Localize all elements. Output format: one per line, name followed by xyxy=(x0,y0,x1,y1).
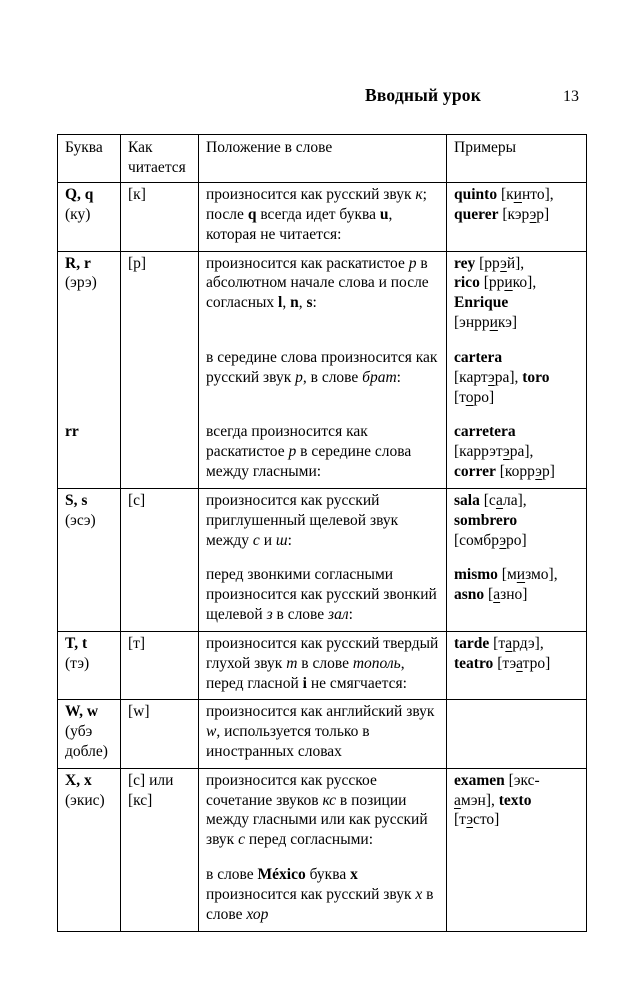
text-segment: в слове xyxy=(272,606,329,624)
text-segment: всегда идет буква xyxy=(256,205,380,223)
text-segment: [карт xyxy=(454,368,489,386)
position-cell xyxy=(198,413,446,487)
letter-cell xyxy=(58,700,120,767)
col-header-letter: Буква xyxy=(65,139,103,157)
text-segment: rico xyxy=(454,274,480,292)
position-cell xyxy=(198,856,446,930)
text-segment: э xyxy=(535,463,542,481)
text-segment: (экис) xyxy=(65,791,105,809)
letter-cell xyxy=(58,413,120,487)
text-segment: [w] xyxy=(128,703,150,721)
text-segment: х xyxy=(415,885,423,903)
examples-cell xyxy=(446,769,586,856)
text-segment: , используется только в иностранных словах xyxy=(206,723,370,760)
text-segment: [м xyxy=(497,566,517,584)
position-cell xyxy=(198,489,446,556)
text-segment: [экс- xyxy=(504,771,540,789)
text-segment: X, x xyxy=(65,771,92,789)
text-segment: [т xyxy=(454,388,466,406)
pronunciation-table xyxy=(57,134,587,931)
text-segment: нто], xyxy=(521,186,554,204)
text-segment: sala xyxy=(454,491,480,509)
text-segment: зал xyxy=(328,606,349,624)
text-segment: , xyxy=(282,294,291,312)
text-segment: querer xyxy=(454,205,499,223)
text-segment: перед согласными: xyxy=(244,831,374,849)
text-segment: mismo xyxy=(454,566,498,584)
text-segment: [сомбр xyxy=(454,531,500,549)
text-segment: а xyxy=(493,586,501,604)
examples-cell xyxy=(446,413,586,487)
table-row xyxy=(58,631,586,699)
text-segment: [кэр xyxy=(498,205,530,223)
text-segment: Enrique xyxy=(454,294,509,312)
text-segment: буква xyxy=(305,866,351,884)
text-segment: й], xyxy=(506,254,525,272)
table-subrow xyxy=(58,556,586,630)
text-segment: ; после xyxy=(206,186,427,223)
text-segment: в позиции между гласными или как русский звук xyxy=(206,791,428,849)
text-segment: т xyxy=(286,654,298,672)
text-segment: cartera xyxy=(454,348,503,366)
text-segment: брат xyxy=(362,368,397,386)
text-segment: в слове xyxy=(297,654,353,672)
col-header-reading: Как читается xyxy=(120,135,198,182)
text-segment: а xyxy=(495,491,503,509)
text-segment: хор xyxy=(246,905,269,923)
text-segment: [с] xyxy=(128,491,146,509)
text-segment: не смягчается: xyxy=(306,674,407,692)
reading-cell xyxy=(120,700,198,767)
text-segment: w xyxy=(206,723,217,741)
text-segment: о xyxy=(465,388,474,406)
table-row xyxy=(58,699,586,767)
text-segment: э xyxy=(466,811,473,829)
text-segment: р xyxy=(408,254,417,272)
text-segment: сто] xyxy=(472,811,500,829)
text-segment: произносится как английский звук xyxy=(206,703,435,721)
text-segment: u xyxy=(379,205,389,223)
text-segment: [т xyxy=(489,634,506,652)
letter-cell xyxy=(58,632,120,699)
text-segment: , xyxy=(298,294,307,312)
text-segment: : xyxy=(348,606,353,624)
col-header-position: Положение в слове xyxy=(198,135,446,182)
examples-cell xyxy=(446,700,586,767)
text-segment: з xyxy=(266,606,273,624)
table-row xyxy=(58,768,586,931)
text-segment: э xyxy=(500,254,507,272)
text-segment: W, w xyxy=(65,703,99,721)
text-segment: ла], xyxy=(502,491,527,509)
text-segment: n xyxy=(290,294,299,312)
text-segment: [к] xyxy=(128,186,146,204)
text-segment: T, t xyxy=(65,634,88,652)
examples-cell xyxy=(446,339,586,413)
examples-cell xyxy=(446,856,586,930)
text-segment: correr xyxy=(454,463,496,481)
text-segment: examen xyxy=(454,771,505,789)
text-segment: texto xyxy=(498,791,532,809)
text-segment: э xyxy=(499,531,506,549)
text-segment: R, r xyxy=(65,254,91,272)
text-segment: sombrero xyxy=(454,511,518,529)
text-segment: мэн], xyxy=(460,791,499,809)
text-segment: в середине слова между гласными: xyxy=(206,443,412,481)
text-segment: [с xyxy=(479,491,496,509)
text-segment: ш xyxy=(275,531,288,549)
running-header xyxy=(57,84,587,107)
examples-cell xyxy=(446,556,586,630)
text-segment: (эсэ) xyxy=(65,511,96,529)
text-segment: добле) xyxy=(65,743,108,760)
text-segment: [рр xyxy=(475,254,501,272)
text-segment: в слове xyxy=(206,885,434,923)
position-cell xyxy=(198,632,446,699)
text-segment: S, s xyxy=(65,491,88,509)
text-segment: а xyxy=(454,791,461,809)
table-subrow xyxy=(58,489,586,556)
text-segment: произносится как русский звук xyxy=(206,186,416,204)
text-segment: (тэ) xyxy=(65,654,90,672)
text-segment: тро] xyxy=(522,654,551,672)
chapter-title: Вводный урок xyxy=(364,85,481,105)
col-header-examples: Примеры xyxy=(446,135,586,182)
text-segment: , перед гласной xyxy=(206,654,405,692)
text-segment: с xyxy=(252,531,260,549)
text-segment: и xyxy=(489,314,498,332)
text-segment: э xyxy=(503,443,510,461)
text-segment: ро] xyxy=(505,531,527,549)
letter-cell xyxy=(58,252,120,339)
text-segment: в абсолютном начале слова и после согласных xyxy=(206,254,429,312)
text-segment: э xyxy=(529,205,537,223)
text-segment: а xyxy=(516,654,523,672)
text-segment: tarde xyxy=(454,634,490,652)
text-segment: и xyxy=(504,274,513,292)
reading-cell xyxy=(120,632,198,699)
table-subrow xyxy=(58,413,586,487)
table-row xyxy=(58,488,586,631)
text-segment: [каррэт xyxy=(454,443,504,461)
text-segment: ко], xyxy=(512,274,537,292)
examples-cell xyxy=(446,489,586,556)
text-segment: [тэ xyxy=(493,654,517,672)
text-segment: [кс] xyxy=(128,791,153,809)
text-segment: р] xyxy=(536,205,550,223)
text-segment: carretera xyxy=(454,423,516,441)
text-segment: змо], xyxy=(525,566,558,584)
table-row xyxy=(58,182,586,250)
text-segment: и xyxy=(516,566,526,584)
position-cell xyxy=(198,339,446,413)
text-segment: quinto xyxy=(454,186,498,204)
text-segment: ра], xyxy=(509,443,534,461)
text-segment: в слове xyxy=(206,866,258,884)
text-segment: toro xyxy=(522,368,550,386)
examples-cell xyxy=(446,632,586,699)
text-segment: [р] xyxy=(128,254,147,272)
position-cell xyxy=(198,700,446,767)
text-segment: ра], xyxy=(494,368,523,386)
text-segment: и xyxy=(259,531,276,549)
text-segment: произносится как русский звук xyxy=(206,885,416,903)
text-segment: [энрр xyxy=(454,314,490,332)
reading-cell xyxy=(120,252,198,339)
text-segment: [т] xyxy=(128,634,146,652)
letter-cell xyxy=(58,856,120,930)
text-segment: q xyxy=(247,205,257,223)
table-header-row xyxy=(58,135,586,182)
text-segment: произносится как русское сочетание звуков xyxy=(206,771,377,809)
letter-cell xyxy=(58,769,120,856)
table-subrow xyxy=(58,769,586,856)
table-row xyxy=(58,251,586,488)
table-subrow xyxy=(58,700,586,767)
text-segment: с xyxy=(238,831,245,849)
text-segment: перед звонкими согласными произносится как русский звонкий щелевой xyxy=(206,566,437,624)
reading-cell xyxy=(120,339,198,413)
text-segment: rey xyxy=(454,254,476,272)
text-segment: : xyxy=(312,294,317,312)
text-segment: [рр xyxy=(479,274,505,292)
examples-cell xyxy=(446,252,586,339)
text-segment: [к xyxy=(497,186,514,204)
text-segment: (эрэ) xyxy=(65,274,97,292)
table-subrow xyxy=(58,339,586,413)
text-segment: , в слове xyxy=(302,368,363,386)
text-segment: (убэ xyxy=(65,723,93,741)
text-segment: [ xyxy=(484,586,494,604)
text-segment: Q, q xyxy=(65,186,94,204)
position-cell xyxy=(198,252,446,339)
text-segment: э xyxy=(488,368,495,386)
table-subrow xyxy=(58,856,586,930)
letter-cell xyxy=(58,489,120,556)
text-segment: asno xyxy=(454,586,485,604)
text-segment: кэ] xyxy=(497,314,518,332)
text-segment: р xyxy=(288,443,297,461)
position-cell xyxy=(198,769,446,856)
text-segment: ро] xyxy=(473,388,495,406)
text-segment: и xyxy=(513,186,522,204)
text-segment: [корр xyxy=(495,463,536,481)
table-subrow xyxy=(58,183,586,250)
text-segment: тополь xyxy=(352,654,401,672)
text-segment: teatro xyxy=(454,654,494,672)
text-segment: к xyxy=(415,186,423,204)
text-segment: (ку) xyxy=(65,205,91,223)
text-segment: México xyxy=(257,866,306,884)
reading-cell xyxy=(120,489,198,556)
text-segment: всегда произносится как раскатистое xyxy=(206,423,368,461)
reading-cell xyxy=(120,183,198,250)
reading-cell xyxy=(120,769,198,856)
reading-cell xyxy=(120,556,198,630)
text-segment: s xyxy=(306,294,313,312)
text-segment: произносится как русский твердый глухой звук xyxy=(206,634,439,672)
letter-cell xyxy=(58,556,120,630)
text-segment: : xyxy=(396,368,401,386)
position-cell xyxy=(198,556,446,630)
text-segment: i xyxy=(302,674,307,692)
text-segment: р] xyxy=(541,463,555,481)
letter-cell xyxy=(58,183,120,250)
text-segment: произносится как русский приглушенный щелевой звук между xyxy=(206,491,399,549)
text-segment: , которая не читается: xyxy=(206,205,393,243)
text-segment: рдэ], xyxy=(512,634,544,652)
text-segment: зно] xyxy=(500,586,528,604)
page-number: 13 xyxy=(563,88,579,105)
text-segment: rr xyxy=(65,423,79,441)
text-segment: [т xyxy=(454,811,467,829)
text-segment: [с] или xyxy=(128,771,174,789)
reading-cell xyxy=(120,856,198,930)
text-segment: l xyxy=(278,294,283,312)
reading-cell xyxy=(120,413,198,487)
position-cell xyxy=(198,183,446,250)
text-segment: : xyxy=(287,531,292,549)
text-segment: x xyxy=(350,866,358,884)
table-subrow xyxy=(58,252,586,339)
table-subrow xyxy=(58,632,586,699)
text-segment: в середине слова произносится как русский звук xyxy=(206,348,438,386)
examples-cell xyxy=(446,183,586,250)
text-segment: р xyxy=(295,368,303,386)
text-segment: а xyxy=(505,634,513,652)
text-segment: произносится как раскатистое xyxy=(206,254,409,272)
letter-cell xyxy=(58,339,120,413)
text-segment: кс xyxy=(322,791,336,809)
